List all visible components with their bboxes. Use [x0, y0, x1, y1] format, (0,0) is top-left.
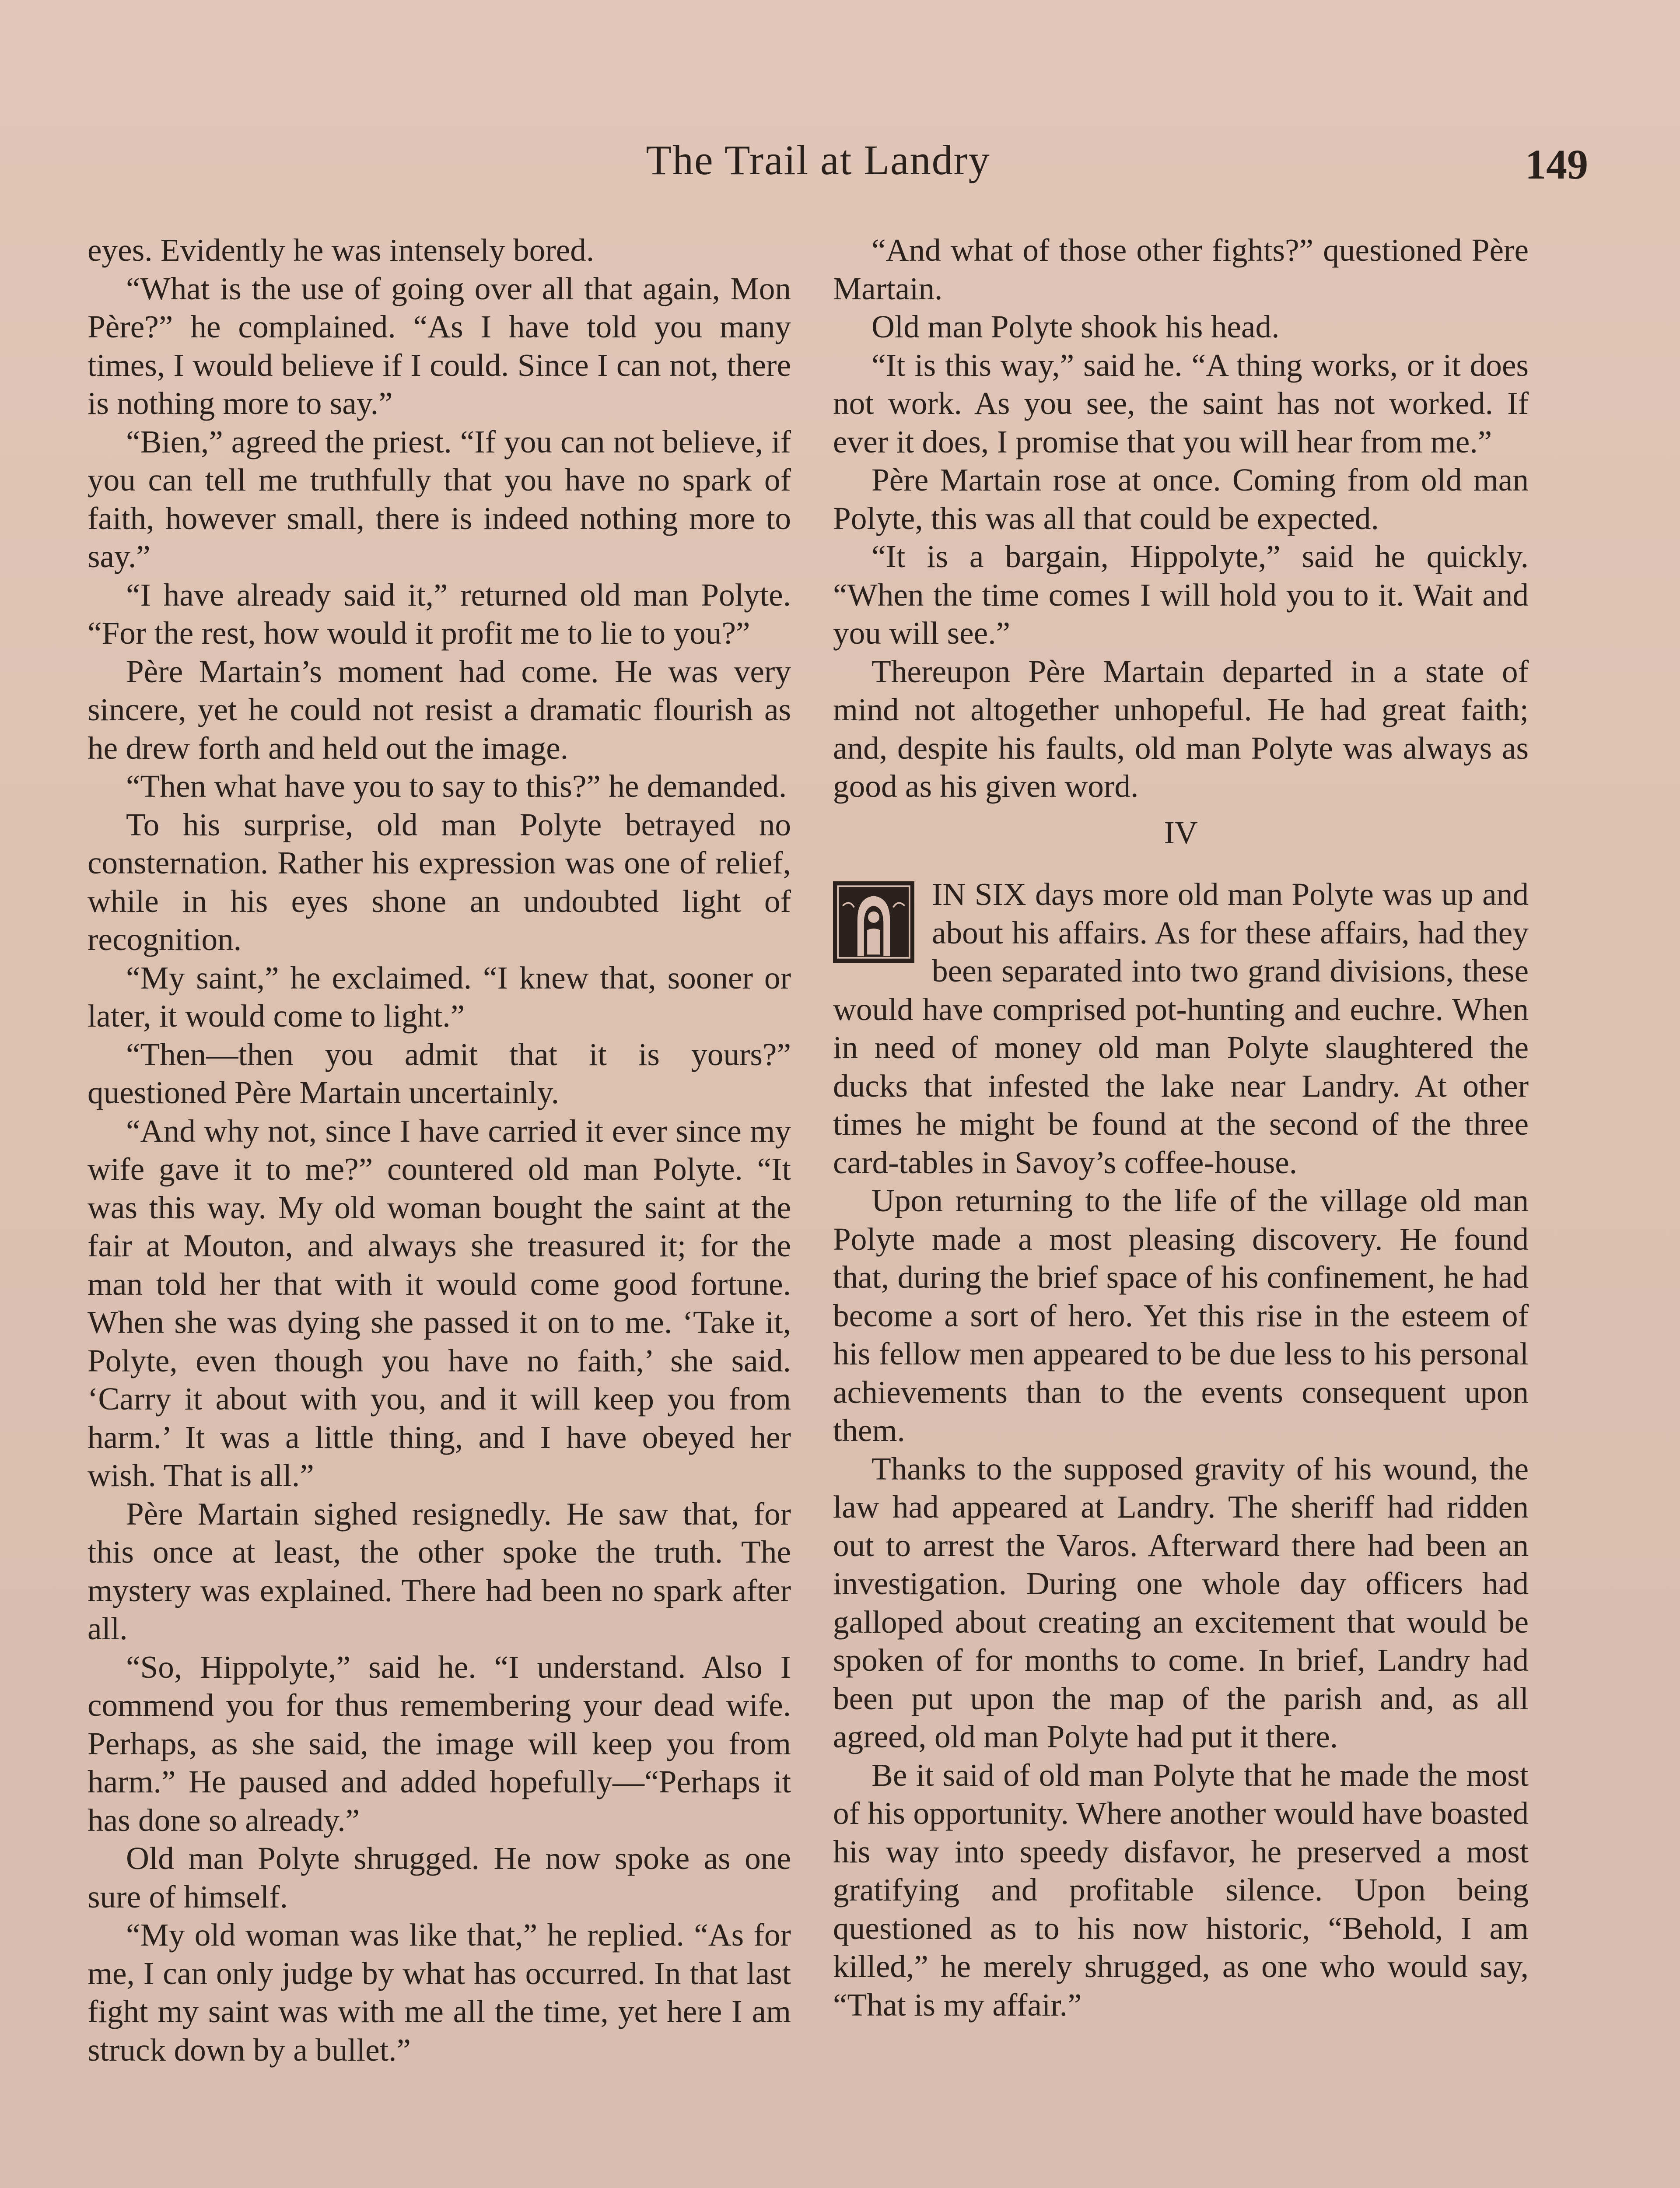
- paragraph: “Then—then you admit that it is yours?” questioned Père Martain uncertainly.: [88, 1036, 791, 1110]
- paragraph: “And why not, since I have carried it ever since my wife gave it to me?” countered old man Polyte. “It was this way. My old woman bought the saint at the fair at Mouton, and always she treasured it; for the man told her that with it would come good fortune. When she was dying she passed it on to me. ‘Take it, Polyte, even though you have no faith,’ she said. ‘Carry it about with you, and it will keep you from harm.’ It was a little thing, and I have obeyed her wish. That is all.”: [88, 1113, 791, 1493]
- paragraph: Père Martain’s moment had come. He was very sincere, yet he could not resist a dramatic flourish as he drew forth and held out the image.: [88, 653, 791, 766]
- paragraph: Old man Polyte shrugged. He now spoke as one sure of himself.: [88, 1841, 791, 1914]
- paragraph: “Bien,” agreed the priest. “If you can not believe, if you can tell me truthfully that you have no spark of faith, however small, there is indeed nothing more to say.”: [88, 424, 791, 574]
- paragraph: “It is this way,” said he. “A thing works, or it does not work. As you see, the saint has not worked. If ever it does, I promise that you will hear from me.”: [833, 347, 1529, 459]
- section-opening-text: IN SIX days more old man Polyte was up and about his affairs. As for these affairs, had they been separated into two grand divisions, these would have comprised pot-hunting and euchre. When in need of money old man Polyte slaughtered the ducks that infested the lake near Landry. At other times he might be found at the second of the three card-tables in Savoy’s coffee-house.: [833, 877, 1529, 1180]
- section-heading: IV: [1164, 814, 1198, 850]
- paragraph: “Then what have you to say to this?” he demanded.: [126, 768, 787, 804]
- paragraph: “What is the use of going over all that again, Mon Père?” he complained. “As I have told you many times, I would believe if I could. Since I can not, there is nothing more to say.”: [88, 270, 791, 421]
- running-title: The Trail at Landry: [646, 137, 990, 183]
- paragraph: “My saint,” he exclaimed. “I knew that, sooner or later, it would come to light.”: [88, 960, 791, 1034]
- left-column: [88, 231, 791, 2069]
- paragraph: “So, Hippolyte,” said he. “I understand. Also I commend you for thus remembering your dead wife. Perhaps, as she said, the image will keep you from harm.” He paused and added hopefully—“Perhaps it has done so already.”: [88, 1649, 791, 1838]
- illustrated-drop-cap-icon: [833, 881, 914, 963]
- paragraph: “And what of those other fights?” questioned Père Martain.: [833, 232, 1529, 306]
- paragraph: Thereupon Père Martain departed in a state of mind not altogether unhopeful. He had great faith; and, despite his faults, old man Polyte was always as good as his given word.: [833, 653, 1529, 804]
- paragraph: Old man Polyte shook his head.: [872, 309, 1280, 344]
- paragraph: eyes. Evidently he was intensely bored.: [88, 232, 595, 268]
- paragraph: “My old woman was like that,” he replied. “As for me, I can only judge by what has occurred. In that last fight my saint was with me all the time, yet here I am struck down by a bullet.”: [88, 1917, 791, 2068]
- right-column: [833, 231, 1529, 2024]
- page-number: 149: [1525, 141, 1588, 188]
- paragraph: “I have already said it,” returned old man Polyte. “For the rest, how would it profit me to lie to you?”: [88, 577, 791, 651]
- paragraph: Père Martain rose at once. Coming from old man Polyte, this was all that could be expected.: [833, 462, 1529, 536]
- paragraph: To his surprise, old man Polyte betrayed no consternation. Rather his expression was one of relief, while in his eyes shone an undoubted light of recognition.: [88, 806, 791, 957]
- paragraph: Père Martain sighed resignedly. He saw that, for this once at least, the other spoke the truth. The mystery was explained. There had been no spark after all.: [88, 1496, 791, 1646]
- paragraph: Upon returning to the life of the village old man Polyte made a most pleasing discovery. He found that, during the brief space of his confinement, he had become a sort of hero. Yet this rise in the esteem of his fellow men appeared to be due less to his personal achievements than to the events consequent upon them.: [833, 1183, 1529, 1448]
- paragraph: Be it said of old man Polyte that he made the most of his opportunity. Where another would have boasted his way into speedy disfavor, he preserved a most gratifying and profitable silence. Upon being questioned as to his now historic, “Behold, I am killed,” he merely shrugged, as one who would say, “That is my affair.”: [833, 1757, 1529, 2023]
- paragraph: “It is a bargain, Hippolyte,” said he quickly. “When the time comes I will hold you to it. Wait and you will see.”: [833, 539, 1529, 651]
- paragraph: Thanks to the supposed gravity of his wound, the law had appeared at Landry. The sheriff had ridden out to arrest the Varos. Afterward there had been an investigation. During one whole day officers had galloped about creating an excitement that would be spoken of for months to come. In brief, Landry had been put upon the map of the parish and, as all agreed, old man Polyte had put it there.: [833, 1451, 1529, 1754]
- section-opening-paragraph: [833, 875, 1529, 1182]
